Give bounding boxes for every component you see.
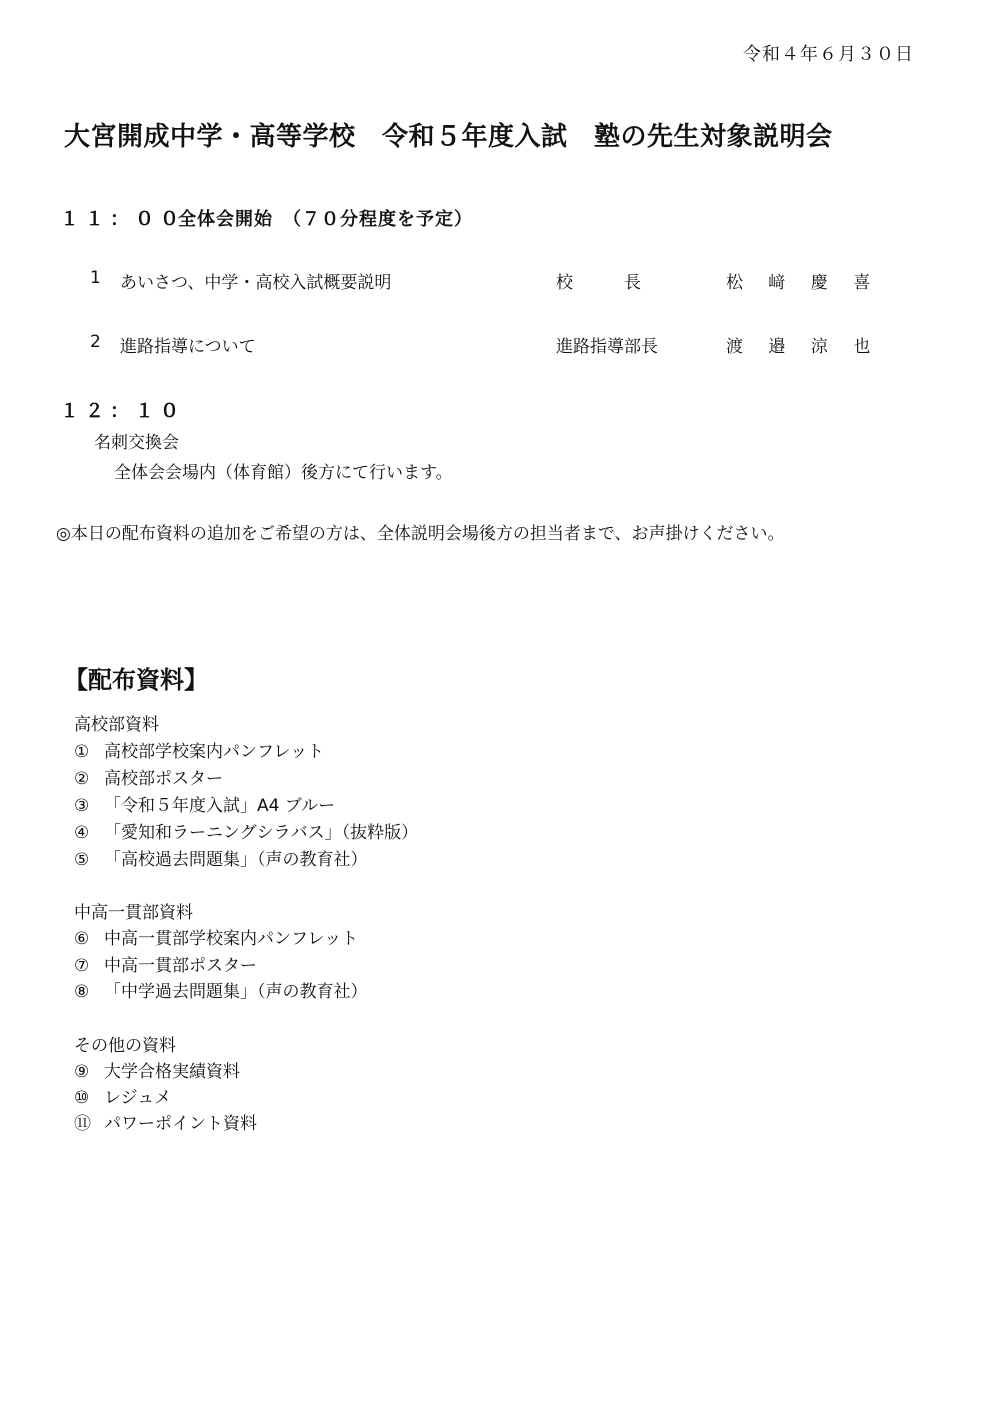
- list-item-marker: ⑥: [74, 929, 90, 949]
- agenda-item-speaker: 松 﨑 慶 喜: [726, 273, 881, 293]
- list-item-text: 高校部学校案内パンフレット: [104, 742, 325, 762]
- agenda-item-role: 校 長: [556, 273, 641, 293]
- list-item: [74, 924, 358, 949]
- list-item-marker: ⑧: [74, 982, 90, 1002]
- list-item-text: 「中学過去問題集」（声の教育社）: [104, 982, 368, 1002]
- list-item-text: 「令和５年度入試」A4 ブルー: [104, 796, 336, 816]
- list-item-marker: ⑨: [74, 1062, 90, 1082]
- agenda-item-speaker: 渡 邉 涼 也: [726, 337, 881, 357]
- list-item-marker: ⑤: [74, 850, 90, 870]
- session2-detail: 全体会会場内（体育館）後方にて行います。: [114, 463, 453, 483]
- list-item-marker: ⑪: [74, 1114, 91, 1134]
- list-item: [74, 1109, 257, 1134]
- list-item: [74, 1083, 171, 1108]
- list-item: [74, 977, 368, 1002]
- list-item-text: 中高一貫部学校案内パンフレット: [104, 929, 359, 949]
- list-item-marker: ②: [74, 769, 90, 789]
- list-item: [74, 818, 418, 843]
- agenda-item-topic: あいさつ、中学・高校入試概要説明: [120, 273, 392, 293]
- list-item: [74, 845, 368, 870]
- materials-section-label: 高校部資料: [74, 715, 159, 735]
- list-item-marker: ①: [74, 742, 90, 762]
- list-item: [74, 951, 257, 976]
- list-item: [74, 764, 223, 789]
- notice-text: ◎本日の配布資料の追加をご希望の方は、全体説明会場後方の担当者まで、お声掛けください。: [56, 524, 785, 544]
- agenda-item-number: 2: [90, 332, 101, 352]
- list-item-marker: ⑦: [74, 956, 90, 976]
- materials-section-label: その他の資料: [74, 1036, 176, 1056]
- list-item-marker: ⑩: [74, 1088, 90, 1108]
- list-item-text: 「高校過去問題集」（声の教育社）: [104, 850, 368, 870]
- list-item-text: パワーポイント資料: [104, 1114, 257, 1134]
- list-item-text: 大学合格実績資料: [104, 1062, 240, 1082]
- session2-time: １２：１０: [60, 400, 186, 422]
- document-title: 大宮開成中学・高等学校 令和５年度入試 塾の先生対象説明会: [64, 122, 833, 152]
- list-item-text: 中高一貫部ポスター: [104, 956, 257, 976]
- list-item: [74, 1057, 240, 1082]
- materials-section-label: 中高一貫部資料: [74, 903, 193, 923]
- agenda-item-role: 進路指導部長: [556, 337, 658, 357]
- list-item-text: 高校部ポスター: [104, 769, 223, 789]
- document-date: 令和４年６月３０日: [743, 44, 914, 65]
- session2-label: 名刺交換会: [94, 433, 179, 453]
- list-item-text: 「愛知和ラーニングシラバス」（抜粋版）: [104, 823, 419, 843]
- list-item-marker: ④: [74, 823, 90, 843]
- list-item-marker: ③: [74, 796, 90, 816]
- agenda-item-topic: 進路指導について: [120, 337, 256, 357]
- materials-heading: 【配布資料】: [64, 666, 208, 694]
- list-item-text: レジュメ: [104, 1088, 172, 1108]
- session1-time: １１：００: [60, 208, 186, 230]
- list-item: [74, 737, 324, 762]
- list-item: [74, 791, 335, 816]
- session1-label: 全体会開始 （７０分程度を予定）: [178, 209, 473, 230]
- agenda-item-number: 1: [90, 268, 101, 288]
